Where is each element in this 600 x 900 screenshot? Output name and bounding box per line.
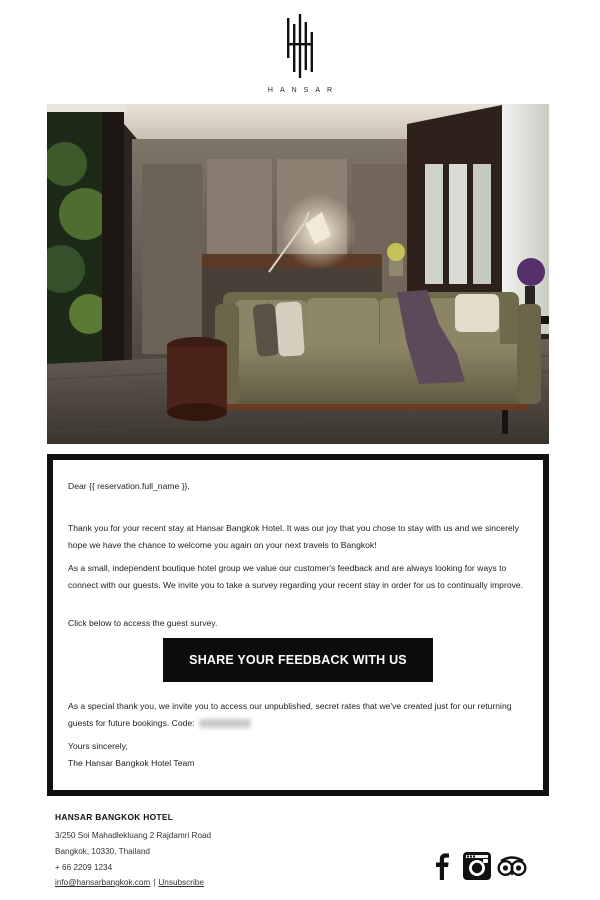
signoff-text: Yours sincerely,: [68, 741, 128, 751]
address-line-2: Bangkok, 10330, Thailand: [55, 847, 150, 856]
share-feedback-button[interactable]: SHARE YOUR FEEDBACK WITH US: [163, 638, 433, 682]
link-separator: |: [153, 878, 156, 887]
greeting-text: Dear {{ reservation.full_name }},: [68, 481, 190, 491]
letter-card: [47, 454, 549, 796]
signature-text: The Hansar Bangkok Hotel Team: [68, 758, 195, 768]
hotel-room-illustration: [47, 104, 549, 444]
footer-links: [55, 878, 204, 887]
hansar-logo-mark: [283, 14, 317, 78]
hotel-name: HANSAR BANGKOK HOTEL: [55, 812, 174, 822]
unsubscribe-link[interactable]: Unsubscribe: [158, 878, 204, 887]
redacted-code: [199, 719, 251, 728]
survey-instruction: Click below to access the guest survey.: [68, 618, 218, 628]
address-line-1: 3/250 Soi Mahadlekluang 2 Rajdamri Road: [55, 831, 212, 840]
feedback-paragraph: As a small, independent boutique hotel group we value our customer's feedback and are always looking for ways to connect with our guests. We invite you to take a survey regarding your recent stay in order for us to continually improve.: [68, 563, 524, 590]
tripadvisor-icon[interactable]: [497, 852, 527, 880]
social-icons: [433, 852, 533, 884]
email-link[interactable]: info@hansarbangkok.com: [55, 878, 151, 887]
hansar-wordmark: HANSAR: [267, 87, 340, 94]
hero-photo: [47, 104, 549, 444]
phone-number: + 66 2209 1234: [55, 863, 113, 872]
brand-header: [0, 0, 600, 104]
special-rates-paragraph: [68, 698, 530, 732]
special-rates-text: As a special thank you, we invite you to access our unpublished, secret rates that we've created just for our returning guests for future bookings. Code:: [68, 701, 512, 728]
thank-you-paragraph: Thank you for your recent stay at Hansar Bangkok Hotel. It was our joy that you chose to stay with us and we sincerely hope we have the chance to welcome you again on your next travels to Bangkok!: [68, 523, 519, 550]
facebook-icon[interactable]: [435, 852, 449, 880]
instagram-icon[interactable]: [463, 852, 491, 880]
